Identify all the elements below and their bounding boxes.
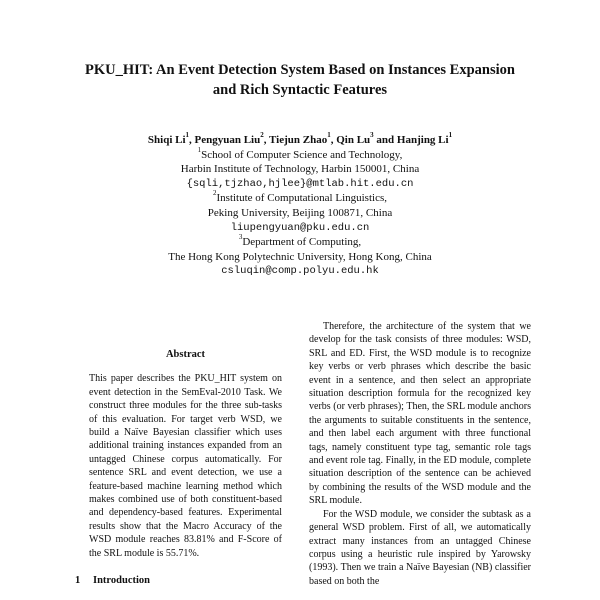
affiliation-2: $^2$Institute of Computational Linguistics, Peking University, Beijing 100871, China liupengyuan@pku.edu.cn (0, 191, 600, 235)
author-name: Hanjing Li (396, 134, 449, 146)
title-line-1: PKU_HIT: An Event Detection System Based on Instances Expansion (85, 62, 515, 78)
abstract-heading: Abstract (165, 349, 206, 360)
author-name: Qin Lu (336, 134, 371, 146)
body-paragraph-2: For the WSD module, we consider the subtask as a general WSD problem. First of all, we automatically extract many instances from an untagged Chinese corpus using a heuristic rule inspired by Yarowsky (1993). Then we train a Naïve Bayesian (NB) classifier based on both the (309, 508, 531, 587)
author-block (0, 133, 600, 279)
author-name: Tiejun Zhao (269, 134, 328, 146)
author-name: Shiqi Li (147, 134, 186, 146)
email-3: csluqin@comp.polyu.edu.hk (221, 265, 379, 278)
author-sup: 3 (370, 131, 374, 139)
section-heading-introduction (75, 574, 282, 587)
author-sup: 2 (260, 131, 264, 139)
email-1: {sqli,tjzhao,hjlee}@mtlab.hit.edu.cn (186, 177, 414, 190)
author-sup: 1 (327, 131, 331, 139)
abstract-text: This paper describes the PKU_HIT system on event detection in the SemEval-2010 Task. We construct three modules for the three sub-tasks of this evaluation. For target verb WSD, we build a Naïve Bayesian classifier which uses additional training instances expanded from an untagged Chinese corpus automatically. For sentence SRL and event detection, we use a feature-based machine learning method which makes combined use of both constituent-based and dependency-based features. Experimental results show that the Macro Accuracy of the WSD module reaches 83.81% and F-Score of the SRL module is 55.71%. (89, 373, 282, 559)
section-title: Introduction (93, 575, 150, 587)
author-names: Shiqi Li$^1$, Pengyuan Liu$^2$, Tiejun Zhao$^1$, Qin Lu$^3$ and Hanjing Li$^1$ (147, 131, 453, 146)
affiliation-1: $^1$School of Computer Science and Technology, Harbin Institute of Technology, Harbin 150001, China {sqli,tjzhao,hjlee}@mtlab.hit.edu.cn (0, 148, 600, 192)
right-column (309, 320, 531, 588)
email-2: liupengyuan@pku.edu.cn (230, 221, 370, 234)
left-column (75, 348, 282, 588)
paper-title (0, 60, 600, 100)
author-name: Pengyuan Liu (194, 134, 261, 146)
affiliation-3: $^3$Department of Computing, The Hong Kong Polytechnic University, Hong Kong, China csluqin@comp.polyu.edu.hk (0, 235, 600, 279)
author-sup: 1 (448, 131, 453, 139)
section-number: 1 (75, 575, 81, 587)
body-paragraph-1: Therefore, the architecture of the system that we develop for the task consists of three modules: WSD, SRL and ED. First, the WSD module is to recognize key verbs or verb phrases which describe the basic event in a sentence, and then select an appropriate situation description formula for the recognized key verbs (or verb phrases); Then, the SRL module anchors the arguments to suitable constituents in the sentence, and then label each argument with three functional tags, namely constituent type tag, semantic role tags and event role tag. Finally, in the ED module, complete situation description of the sentence can be achieved by combining the results of the WSD module and the SRL module. (309, 321, 531, 507)
title-line-2: and Rich Syntactic Features (212, 82, 388, 98)
author-sup: 1 (185, 131, 190, 139)
